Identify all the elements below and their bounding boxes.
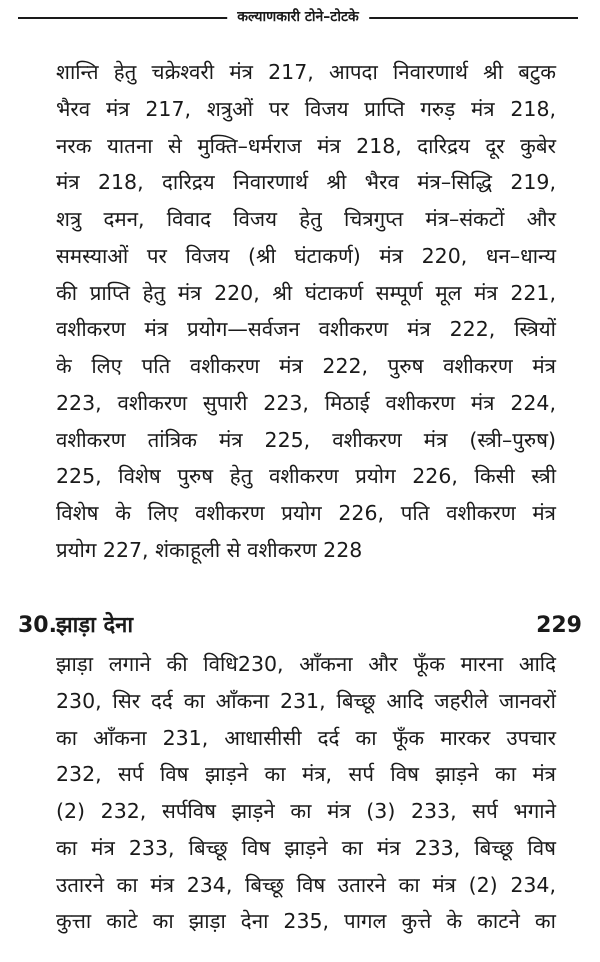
text-line: 225, विशेष पुरुष हेतु वशीकरण प्रयोग 226, किसी स्त्री <box>56 464 556 489</box>
text-line: का मंत्र 233, बिच्छू विष झाड़ने का मंत्र 233, बिच्छू विष <box>56 835 556 860</box>
text-line: 232, सर्प विष झाड़ने का मंत्र, सर्प विष झाड़ने का मंत्र <box>56 762 556 787</box>
text-line: उतारने का मंत्र 234, बिच्छू विष उतारने का मंत्र (2) 234, <box>56 872 556 897</box>
text-line: कुत्ता काटे का झाड़ा देना 235, पागल कुत्ते के काटने का <box>56 909 556 934</box>
text-line: मंत्र 218, दारिद्रय निवारणार्थ श्री भैरव मंत्र–सिद्धि 219, <box>56 170 556 195</box>
text-line: शान्ति हेतु चक्रेश्वरी मंत्र 217, आपदा निवारणार्थ श्री बटुक <box>56 60 556 84</box>
text-line: नरक यातना से मुक्ति–धर्मराज मंत्र 218, दारिद्रय दूर कुबेर <box>56 133 556 158</box>
text-line: (2) 232, सर्पविष झाड़ने का मंत्र (3) 233, सर्प भगाने <box>56 799 556 823</box>
running-header <box>18 6 578 28</box>
text-line: समस्याओं पर विजय (श्री घंटाकर्ण) मंत्र 220, धन–धान्य <box>56 243 556 268</box>
section-number: 30. <box>18 613 57 638</box>
text-line: की प्राप्ति हेतु मंत्र 220, श्री घंटाकर्ण सम्पूर्ण मूल मंत्र 221, <box>56 280 556 305</box>
text-line: विशेष के लिए वशीकरण प्रयोग 226, पति वशीकरण मंत्र <box>56 501 556 525</box>
text-line: वशीकरण मंत्र प्रयोग—सर्वजन वशीकरण मंत्र 222, स्त्रियों <box>56 317 556 342</box>
text-line: भैरव मंत्र 217, शत्रुओं पर विजय प्राप्ति गरुड़ मंत्र 218, <box>56 96 556 121</box>
section-entries <box>56 646 556 940</box>
section-title: झाड़ा देना <box>56 613 134 638</box>
section-page-number: 229 <box>536 613 582 638</box>
section-heading <box>18 606 582 646</box>
text-line: 230, सिर दर्द का आँकना 231, बिच्छू आदि जहरीले जानवरों <box>56 688 556 713</box>
text-line: वशीकरण तांत्रिक मंत्र 225, वशीकरण मंत्र (स्त्री–पुरुष) <box>56 427 556 452</box>
text-line: के लिए पति वशीकरण मंत्र 222, पुरुष वशीकरण मंत्र <box>56 354 556 378</box>
index-entries-continued <box>56 54 556 569</box>
text-line: का आँकना 231, आधासीसी दर्द का फूँक मारकर उपचार <box>56 725 556 750</box>
running-header-title: कल्याणकारी टोने–टोटके <box>227 6 369 28</box>
text-line: प्रयोग 227, शंकाहूली से वशीकरण 228 <box>56 537 363 562</box>
text-line: झाड़ा लगाने की विधि230, आँकना और फूँक मारना आदि <box>56 652 556 676</box>
text-line: 223, वशीकरण सुपारी 223, मिठाई वशीकरण मंत्र 224, <box>56 390 556 415</box>
text-line: शत्रु दमन, विवाद विजय हेतु चित्रगुप्त मंत्र–संकटों और <box>56 207 556 231</box>
